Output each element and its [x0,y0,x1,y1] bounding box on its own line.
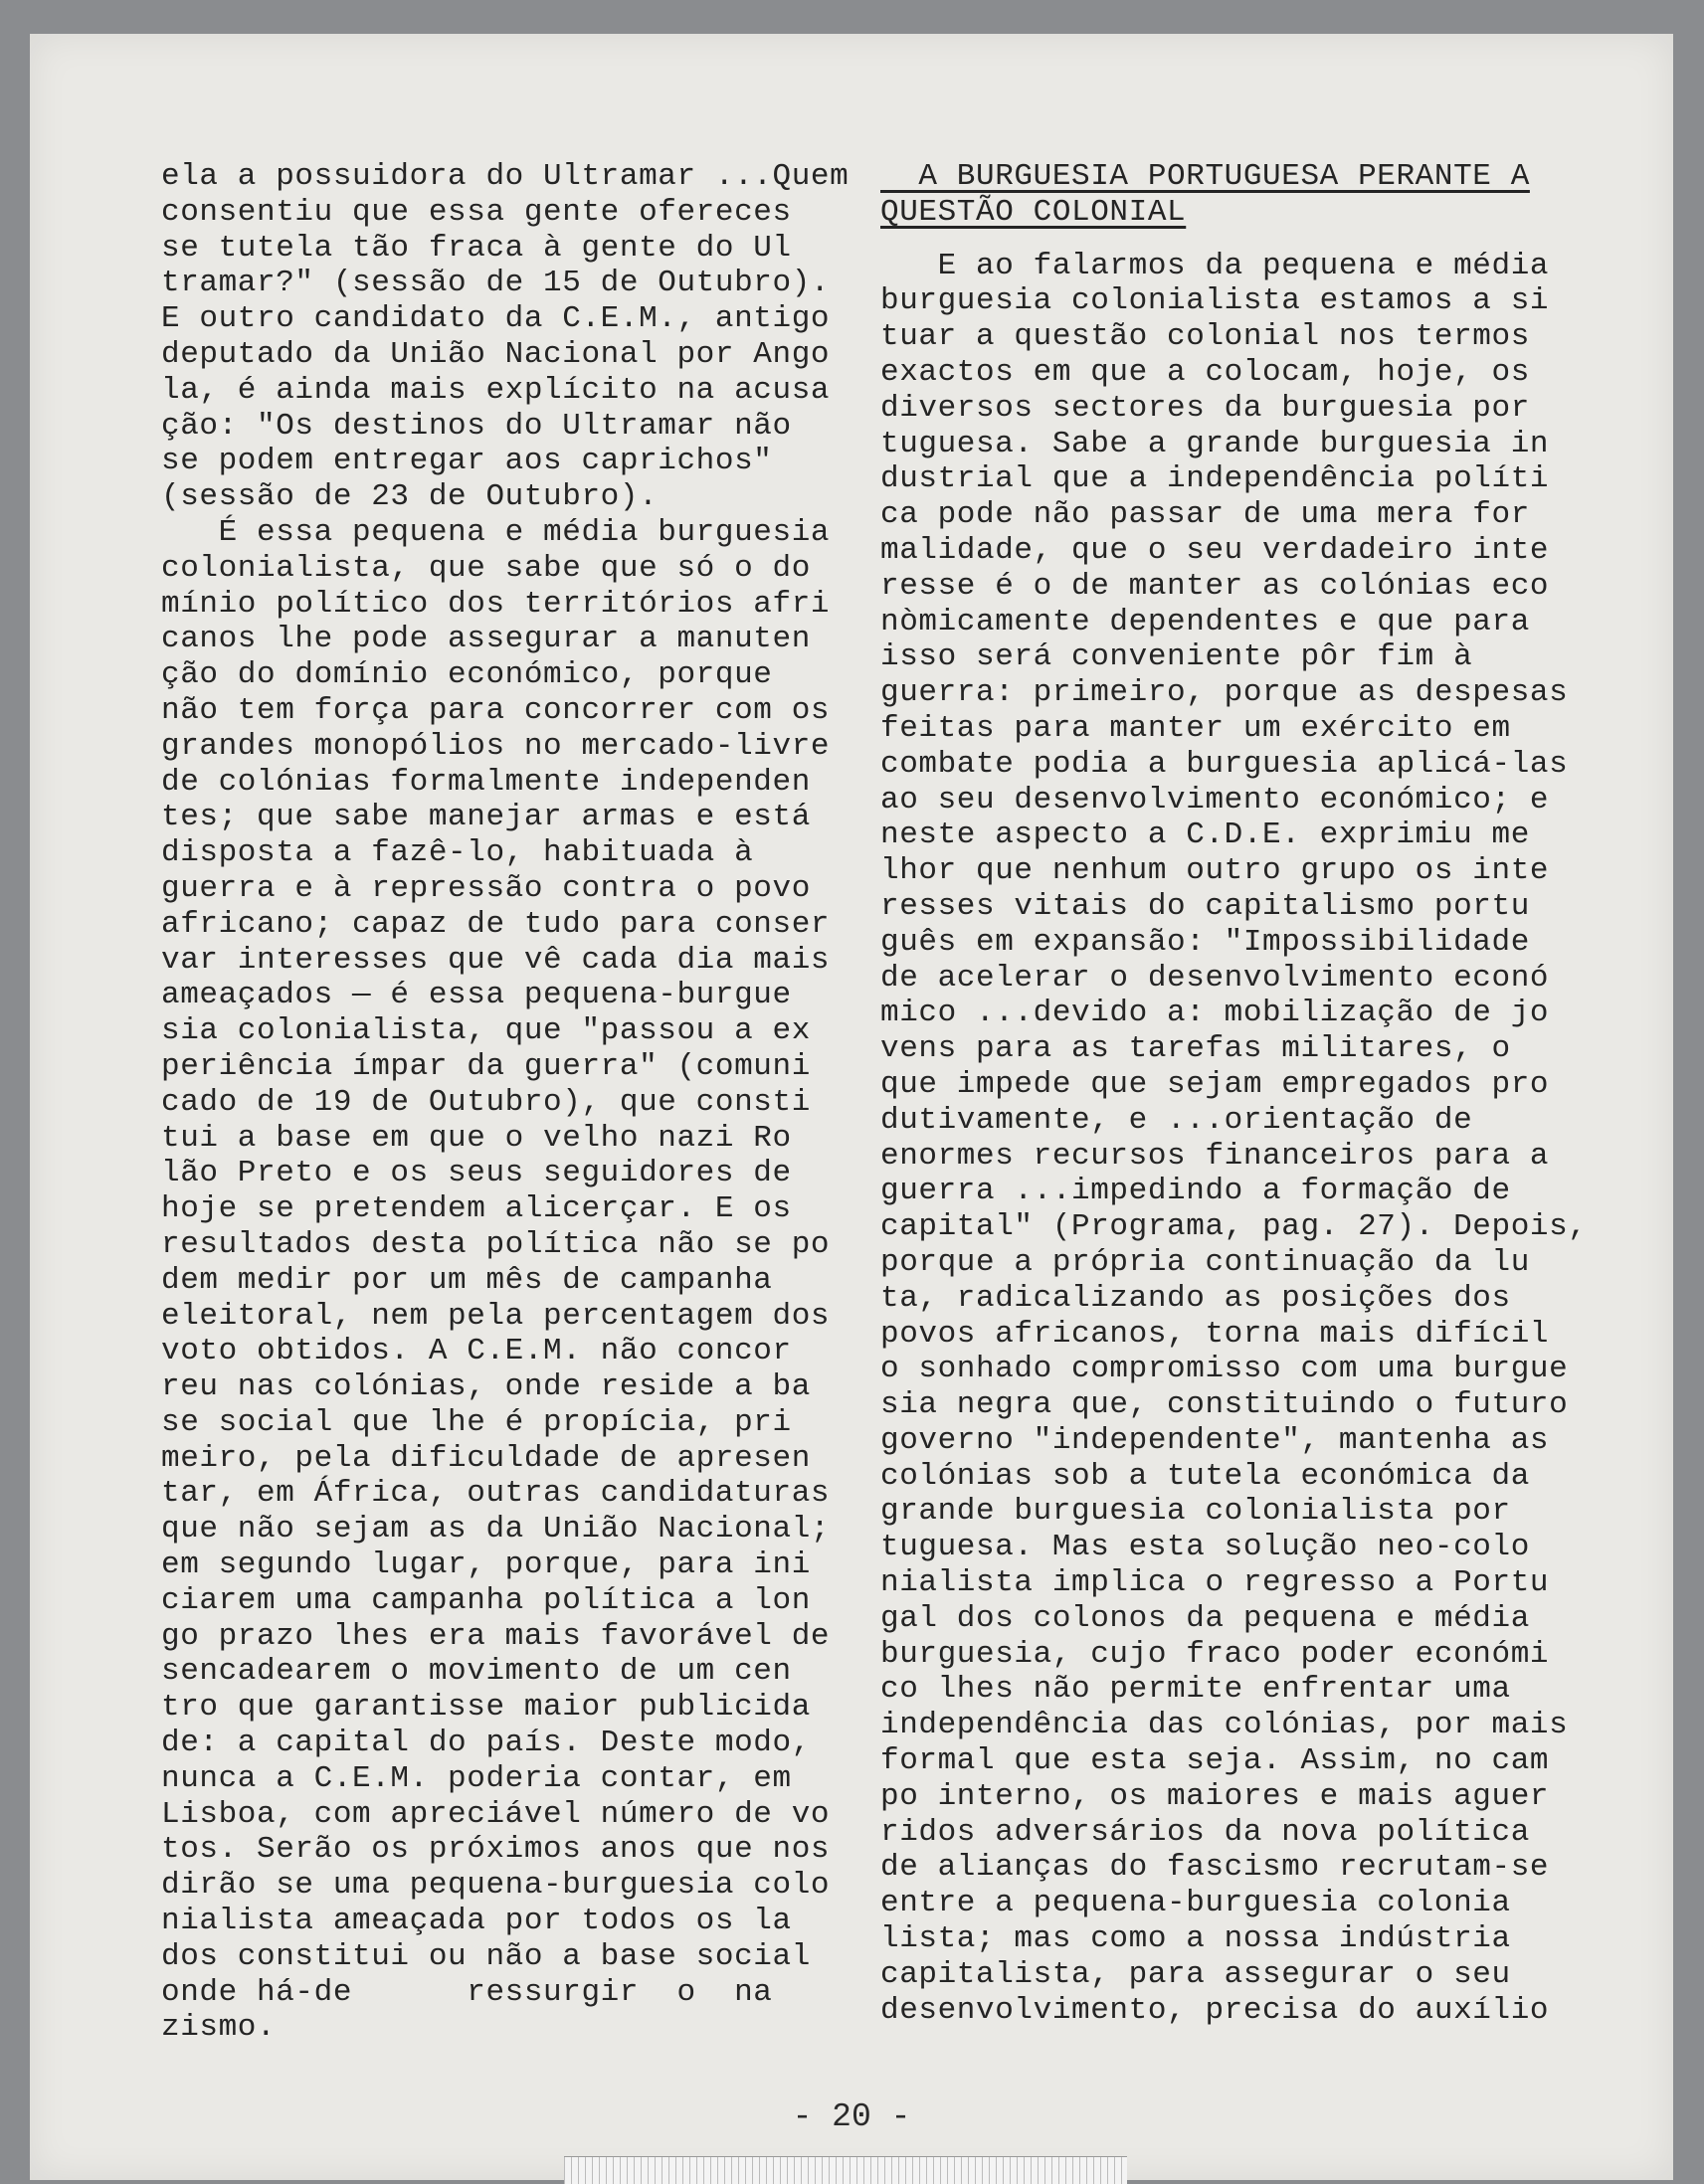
text-line: E outro candidato da C.E.M., antigo [161,301,831,337]
text-line: la, é ainda mais explícito na acusa [161,372,831,408]
text-line: go prazo lhes era mais favorável de [161,1618,831,1654]
text-line: tro que garantisse maior publicida [161,1690,811,1726]
text-line: diversos sectores da burguesia por [880,390,1530,426]
heading-spacer [880,231,1646,249]
text-line: de: a capital do país. Deste modo, [161,1726,811,1761]
text-line: se tutela tão fraca à gente do Ul [161,230,792,266]
heading-line: A BURGUESIA PORTUGUESA PERANTE A [880,159,1530,194]
text-line: meiro, pela dificuldade de apresen [161,1440,811,1476]
text-line: porque a própria continuação da lu [880,1244,1530,1280]
text-line: que não sejam as da União Nacional; [161,1512,831,1547]
text-line: ela a possuidora do Ultramar ...Quem [161,159,850,194]
text-line: exactos em que a colocam, hoje, os [880,354,1530,390]
left-text-column [161,159,917,2046]
text-line: tramar?" (sessão de 15 de Outubro). [161,266,831,301]
text-line: po interno, os maiores e mais aguer [880,1778,1550,1814]
text-line: sia colonialista, que "passou a ex [161,1013,811,1049]
text-line: neste aspecto a C.D.E. exprimiu me [880,818,1530,853]
text-line: zismo. [161,2010,277,2046]
text-line: guerra ...impedindo a formação de [880,1174,1511,1209]
text-line: colónias sob a tutela económica da [880,1458,1530,1494]
text-line: que impede que sejam empregados pro [880,1066,1550,1102]
text-line: não tem força para concorrer com os [161,692,831,728]
text-line: de acelerar o desenvolvimento econó [880,960,1550,996]
text-line: de colónias formalmente independen [161,764,811,800]
text-line: reu nas colónias, onde reside a ba [161,1369,811,1405]
text-line: disposta a fazê-lo, habituada à [161,835,754,871]
text-line: tes; que sabe manejar armas e está [161,800,811,835]
text-line: entre a pequena-burguesia colonia [880,1886,1511,1921]
text-line: var interesses que vê cada dia mais [161,942,831,978]
text-line: mico ...devido a: mobilização de jo [880,996,1550,1031]
text-line: É essa pequena e média burguesia [161,514,831,550]
text-line: ção do domínio económico, porque [161,657,773,693]
text-line: nialista implica o regresso a Portu [880,1565,1550,1601]
text-line: resses vitais do capitalismo portu [880,888,1530,924]
text-line: ção: "Os destinos do Ultramar não [161,408,792,444]
text-line: de alianças do fascismo recrutam-se [880,1850,1550,1886]
text-line: ao seu desenvolvimento económico; e [880,782,1550,818]
text-line: nunca a C.E.M. poderia contar, em [161,1760,792,1796]
text-line: ca pode não passar de uma mera for [880,497,1530,533]
text-line: ridos adversários da nova política [880,1814,1530,1850]
text-line: Lisboa, com apreciável número de vo [161,1796,831,1832]
text-line: africano; capaz de tudo para conser [161,906,831,942]
text-line: tuguesa. Sabe a grande burguesia in [880,426,1550,461]
text-line: resultados desta política não se po [161,1226,831,1262]
text-line: malidade, que o seu verdadeiro inte [880,532,1550,568]
text-line: lhor que nenhum outro grupo os inte [880,853,1550,889]
text-line: grande burguesia colonialista por [880,1494,1511,1530]
text-line: guês em expansão: "Impossibilidade [880,924,1530,960]
text-line: onde há-de ressurgir o na [161,1974,773,2010]
text-line: mínio político dos territórios afri [161,586,831,622]
text-line: tuguesa. Mas esta solução neo-colo [880,1530,1530,1565]
text-line: resse é o de manter as colónias eco [880,568,1550,604]
text-line: deputado da União Nacional por Ango [161,336,831,372]
text-line: lista; mas como a nossa indústria [880,1921,1511,1957]
text-line: tar, em África, outras candidaturas [161,1476,831,1512]
right-text-column [880,159,1646,2028]
measurement-ruler [564,2156,1127,2184]
text-line: tui a base em que o velho nazi Ro [161,1120,792,1156]
text-line: colonialista, que sabe que só o do [161,550,811,586]
text-line: eleitoral, nem pela percentagem dos [161,1298,831,1334]
text-line: o sonhado compromisso com uma burgue [880,1352,1569,1387]
ruler-segment [703,2157,843,2184]
text-line: governo "independente", mantenha as [880,1422,1550,1458]
text-line: enormes recursos financeiros para a [880,1138,1550,1174]
document-page [30,34,1673,2180]
text-line: canos lhe pode assegurar a manuten [161,622,811,657]
text-line: tuar a questão colonial nos termos [880,319,1530,355]
text-line: guerra e à repressão contra o povo [161,870,811,906]
text-line: se podem entregar aos caprichos" [161,444,773,479]
text-line: sencadearem o movimento de um cen [161,1654,792,1690]
text-line: em segundo lugar, porque, para ini [161,1547,811,1583]
text-line: ta, radicalizando as posições dos [880,1280,1511,1316]
text-line: povos africanos, torna mais difícil [880,1316,1550,1352]
text-line: dirão se uma pequena-burguesia colo [161,1868,831,1904]
text-line: ciarem uma campanha política a lon [161,1582,811,1618]
text-line: ameaçados — é essa pequena-burgue [161,978,792,1013]
text-line: dos constitui ou não a base social [161,1938,811,1974]
text-line: guerra: primeiro, porque as despesas [880,675,1569,711]
text-line: periência ímpar da guerra" (comuni [161,1048,811,1084]
section-heading [880,159,1646,231]
text-line: sia negra que, constituindo o futuro [880,1387,1569,1423]
text-line: burguesia colonialista estamos a si [880,283,1550,319]
text-line: isso será conveniente pôr fim à [880,639,1473,675]
text-line: burguesia, cujo fraco poder económi [880,1636,1550,1672]
text-line: hoje se pretendem alicerçar. E os [161,1191,792,1227]
text-line: formal que esta seja. Assim, no cam [880,1743,1550,1779]
heading-line: QUESTÃO COLONIAL [880,194,1187,230]
text-line: (sessão de 23 de Outubro). [161,479,659,515]
text-line: E ao falarmos da pequena e média [880,248,1550,283]
text-line: grandes monopólios no mercado-livre [161,728,831,764]
text-line: se social que lhe é propícia, pri [161,1404,792,1440]
text-line: dustrial que a independência políti [880,461,1550,497]
text-line: cado de 19 de Outubro), que consti [161,1084,811,1120]
text-line: co lhes não permite enfrentar uma [880,1672,1511,1708]
text-line: voto obtidos. A C.E.M. não concor [161,1334,792,1369]
text-line: feitas para manter um exército em [880,710,1511,746]
text-line: desenvolvimento, precisa do auxílio [880,1992,1550,2028]
text-line: vens para as tarefas militares, o [880,1031,1511,1067]
text-line: nialista ameaçada por todos os la [161,1904,792,1939]
page-number: - 20 - [792,2098,911,2135]
text-line: consentiu que essa gente ofereces [161,194,792,230]
text-line: capital" (Programa, pag. 27). Depois, [880,1209,1588,1245]
text-line: lão Preto e os seus seguidores de [161,1156,792,1191]
text-line: dutivamente, e ...orientação de [880,1102,1473,1138]
text-line: combate podia a burguesia aplicá-las [880,746,1569,782]
text-line: capitalista, para assegurar o seu [880,1956,1511,1992]
right-body-text [880,249,1646,2029]
text-line: dem medir por um mês de campanha [161,1262,773,1298]
text-line: independência das colónias, por mais [880,1708,1569,1743]
text-line: gal dos colonos da pequena e média [880,1600,1530,1636]
text-line: tos. Serão os próximos anos que nos [161,1832,831,1868]
text-line: nòmicamente dependentes e que para [880,604,1530,639]
